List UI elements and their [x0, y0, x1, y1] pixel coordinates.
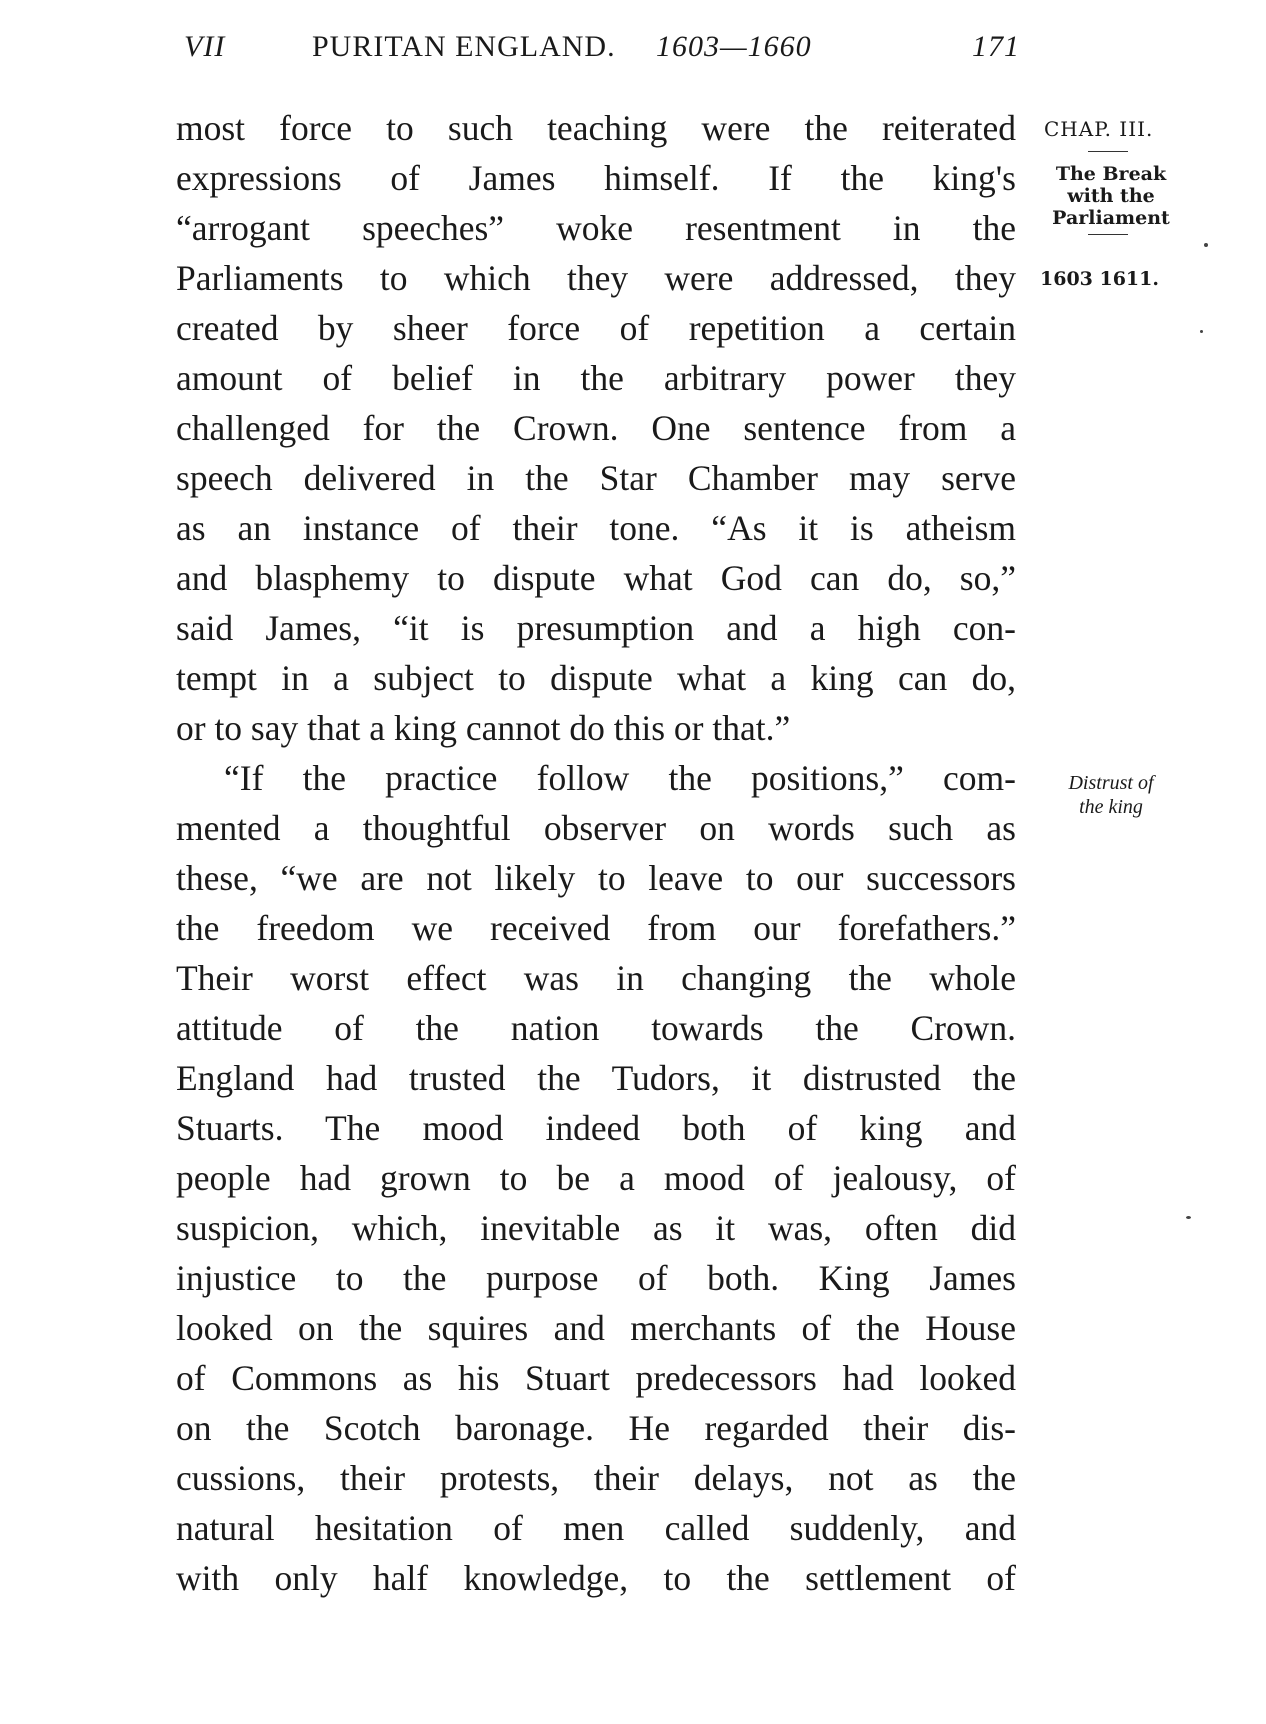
margin-section-dates: 1603 1611.	[1040, 268, 1159, 290]
print-speck	[1204, 243, 1208, 247]
text-line: said James, “it is presumption and a high con-	[176, 608, 1016, 648]
text-line: suspicion, which, inevitable as it was, often did	[176, 1208, 1016, 1248]
margin-distrust-line: the king	[1079, 796, 1143, 818]
print-speck	[1186, 1216, 1191, 1219]
margin-distrust-note	[1036, 771, 1186, 819]
text-line: or to say that a king cannot do this or that.”	[176, 708, 791, 748]
text-line: Their worst effect was in changing the whole	[176, 958, 1016, 998]
text-line: England had trusted the Tudors, it distrusted the	[176, 1058, 1016, 1098]
text-line: the freedom we received from our forefathers.”	[176, 908, 1016, 948]
text-line: tempt in a subject to dispute what a king can do,	[176, 658, 1016, 698]
text-line: natural hesitation of men called suddenly, and	[176, 1508, 1016, 1548]
text-line: mented a thoughtful observer on words such as	[176, 808, 1016, 848]
text-line: looked on the squires and merchants of the House	[176, 1308, 1016, 1348]
margin-chapter-ref: CHAP. III.	[1044, 117, 1154, 141]
body-text	[176, 103, 1016, 1603]
text-line: “If the practice follow the positions,” com-	[224, 758, 1016, 798]
text-line: expressions of James himself. If the king's	[176, 158, 1016, 198]
margin-section-title	[1036, 163, 1186, 229]
text-line: as an instance of their tone. “As it is atheism	[176, 508, 1016, 548]
header-page-number: 171	[972, 30, 1020, 63]
text-line: people had grown to be a mood of jealousy, of	[176, 1158, 1016, 1198]
text-line: of Commons as his Stuart predecessors had looked	[176, 1358, 1016, 1398]
margin-rule-bottom	[1088, 234, 1128, 235]
margin-distrust-line: Distrust of	[1068, 772, 1154, 794]
text-line: and blasphemy to dispute what God can do, so,”	[176, 558, 1016, 598]
margin-section-title-line: Parliament	[1052, 207, 1170, 229]
header-date-range: 1603—1660	[656, 30, 812, 63]
header-book-title: PURITAN ENGLAND.	[312, 30, 616, 63]
text-line: Parliaments to which they were addressed, they	[176, 258, 1016, 298]
margin-rule-top	[1088, 151, 1128, 152]
text-line: amount of belief in the arbitrary power they	[176, 358, 1016, 398]
text-line: challenged for the Crown. One sentence from a	[176, 408, 1016, 448]
text-line: injustice to the purpose of both. King James	[176, 1258, 1016, 1298]
text-line: these, “we are not likely to leave to our successors	[176, 858, 1016, 898]
text-line: attitude of the nation towards the Crown.	[176, 1008, 1016, 1048]
print-speck	[1200, 330, 1203, 333]
text-line: created by sheer force of repetition a certain	[176, 308, 1016, 348]
margin-section-title-line: The Break	[1055, 163, 1167, 185]
text-line: on the Scotch baronage. He regarded their dis-	[176, 1408, 1016, 1448]
margin-section-title-line: with the	[1067, 185, 1155, 207]
running-header	[176, 30, 1020, 74]
text-line: speech delivered in the Star Chamber may serve	[176, 458, 1016, 498]
header-chapter-number: VII	[184, 30, 226, 63]
text-line: cussions, their protests, their delays, not as the	[176, 1458, 1016, 1498]
text-line: Stuarts. The mood indeed both of king and	[176, 1108, 1016, 1148]
text-line: most force to such teaching were the reiterated	[176, 108, 1016, 148]
text-line: with only half knowledge, to the settlement of	[176, 1558, 1016, 1598]
text-line: “arrogant speeches” woke resentment in the	[176, 208, 1016, 248]
